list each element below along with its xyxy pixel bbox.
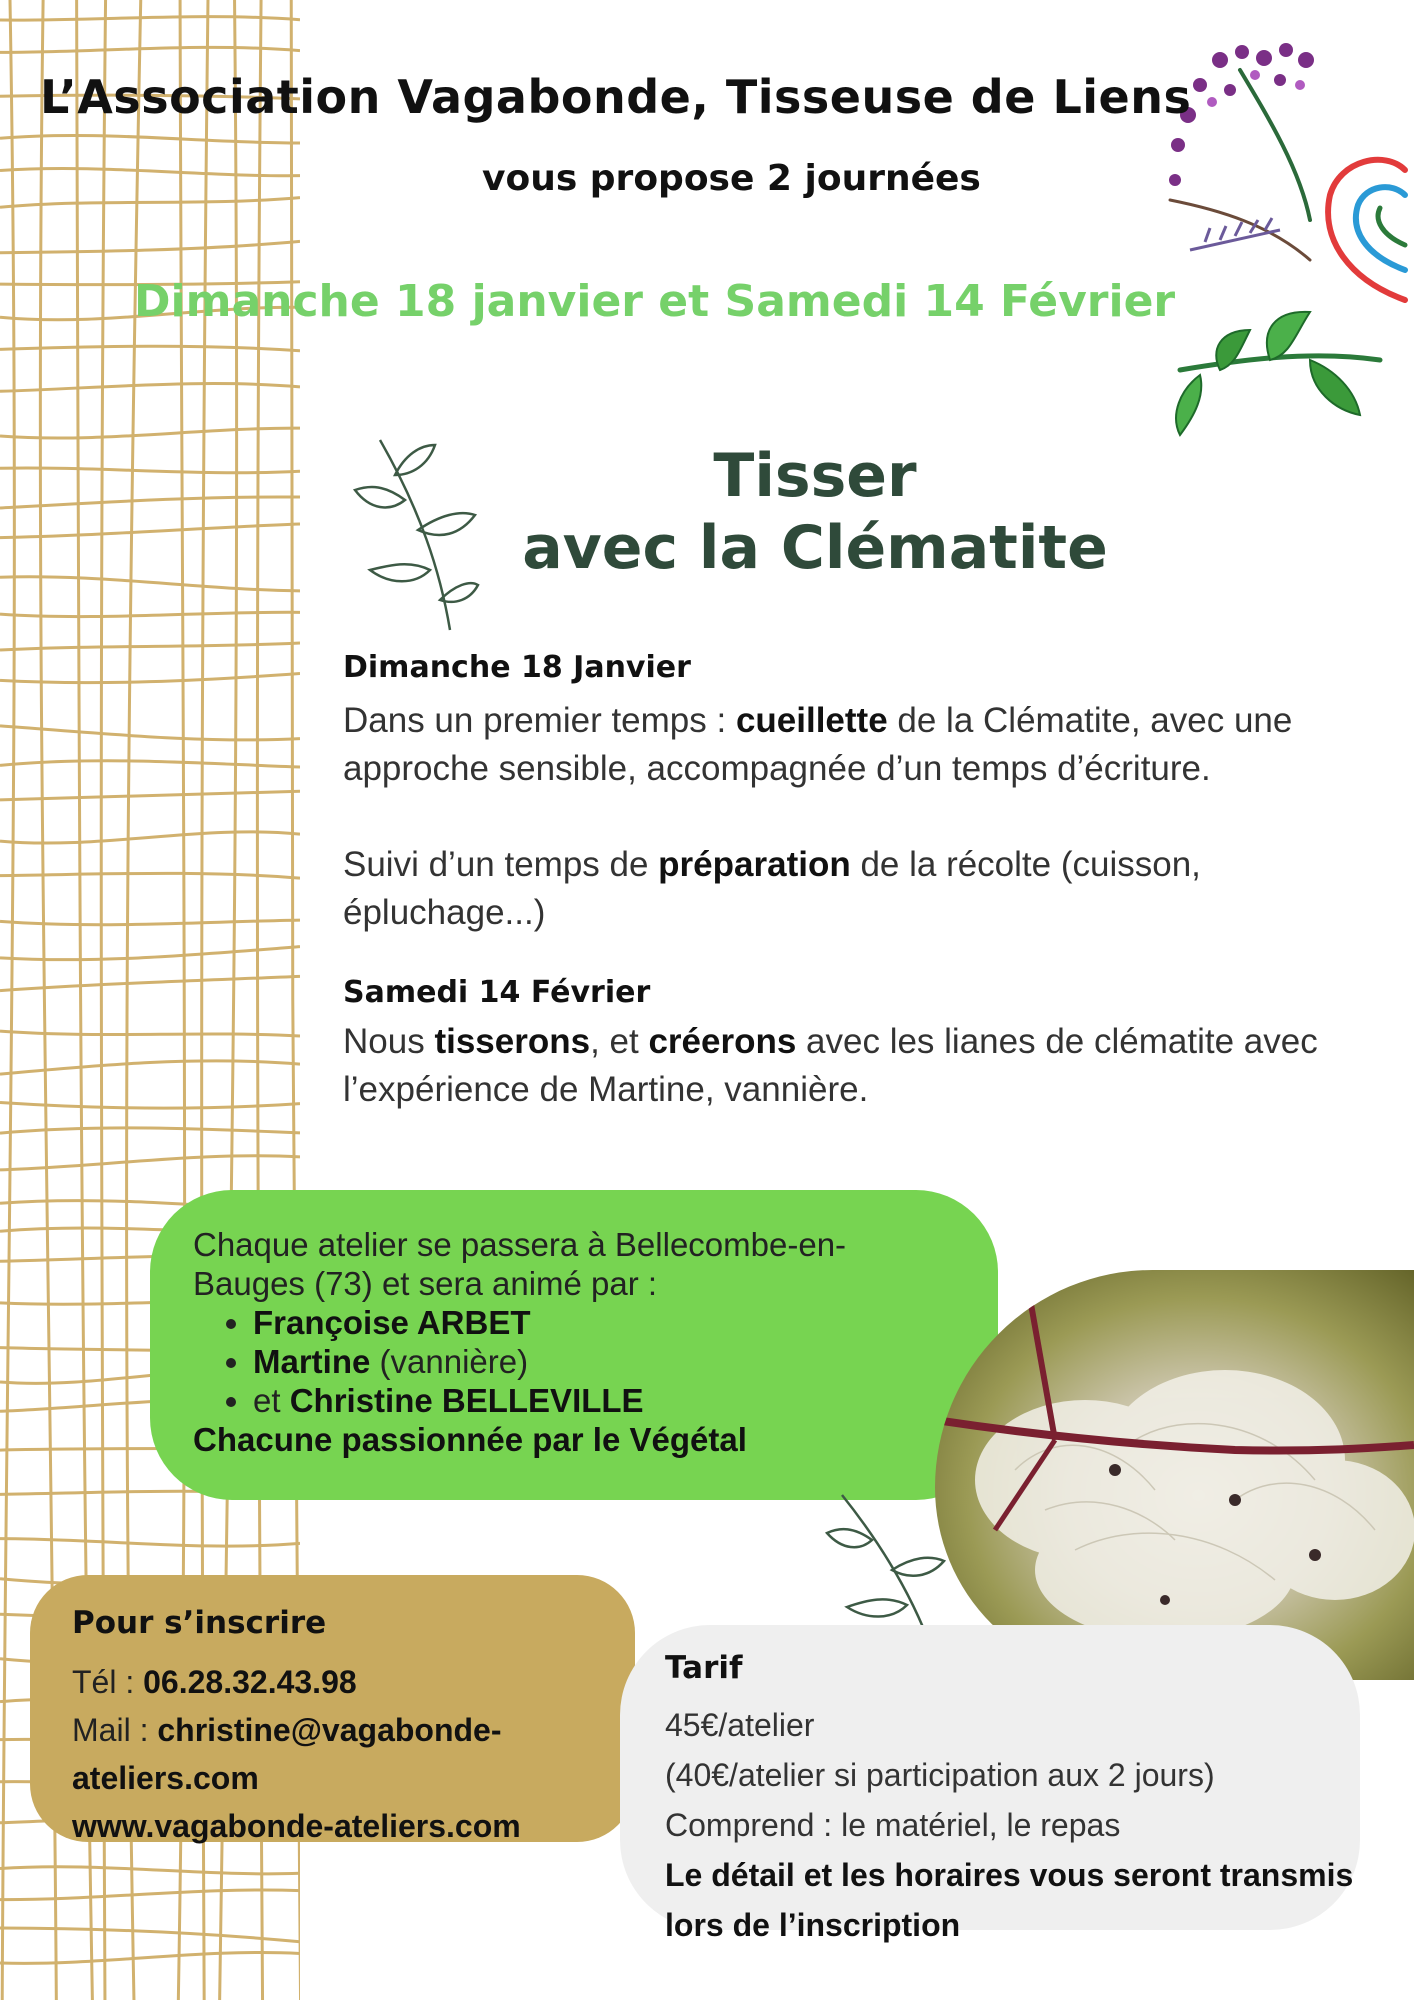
host-item: • et Christine BELLEVILLE	[253, 1381, 953, 1420]
day1-paragraph-2: Suivi d’un temps de préparation de la récolte (cuisson, épluchage...)	[343, 845, 1201, 932]
pricing-heading: Tarif	[665, 1650, 743, 1686]
signup-phone: Tél : 06.28.32.43.98	[72, 1664, 357, 1700]
signup-heading: Pour s’inscrire	[72, 1605, 327, 1641]
event-dates: Dimanche 18 janvier et Samedi 14 Février	[134, 276, 1176, 327]
workshop-title-line1: Tisser	[713, 441, 917, 511]
hosts-text	[193, 1225, 953, 1459]
signup-details	[72, 1658, 612, 1850]
pricing-details	[665, 1700, 1355, 1950]
signup-website	[72, 1802, 612, 1850]
hosts-closing: Chacune passionnée par le Végétal	[193, 1421, 747, 1458]
day1-heading: Dimanche 18 Janvier	[343, 650, 691, 685]
phone-number[interactable]: 06.28.32.43.98	[143, 1664, 357, 1700]
day1-highlight-cueillette: cueillette	[735, 701, 888, 740]
day2-highlight-creerons: créerons	[648, 1022, 797, 1061]
day1-paragraph-1: Dans un premier temps : cueillette de la Clématite, avec une approche sensible, accompagnée d’un temps d’écriture.	[343, 701, 1293, 788]
hosts-list	[253, 1303, 953, 1420]
pricing-discount: (40€/atelier si participation aux 2 jours)	[665, 1757, 1215, 1793]
pricing-note: Le détail et les horaires vous seront transmis lors de l’inscription	[665, 1857, 1354, 1943]
event-subtitle: vous propose 2 journées	[482, 158, 981, 199]
pricing-price: 45€/atelier	[665, 1707, 815, 1743]
pricing-includes: Comprend : le matériel, le repas	[665, 1807, 1121, 1843]
workshop-title-line2: avec la Clématite	[522, 513, 1108, 583]
workshop-title	[470, 440, 1160, 584]
association-title: L’Association Vagabonde, Tisseuse de Liens	[40, 70, 1192, 124]
day1-highlight-preparation: préparation	[658, 845, 851, 884]
host-item: • Françoise ARBET	[253, 1303, 953, 1342]
leaf-sprig-icon	[350, 420, 480, 640]
signup-mail: Mail : christine@vagabonde-ateliers.com	[72, 1712, 502, 1796]
day2-highlight-tisserons: tisserons	[434, 1022, 591, 1061]
clematis-photo	[935, 1270, 1414, 1680]
clematis-photo-art	[935, 1270, 1414, 1680]
website-link[interactable]: www.vagabonde-ateliers.com	[72, 1808, 521, 1844]
day2-heading: Samedi 14 Février	[343, 975, 651, 1010]
hosts-intro: Chaque atelier se passera à Bellecombe-en-Bauges (73) et sera animé par :	[193, 1226, 847, 1302]
host-item: • Martine (vannière)	[253, 1342, 953, 1381]
day2-paragraph: Nous tisserons, et créerons avec les lianes de clématite avec l’expérience de Martine, vannière.	[343, 1022, 1318, 1109]
email-link[interactable]: christine@vagabonde-ateliers.com	[72, 1712, 502, 1796]
